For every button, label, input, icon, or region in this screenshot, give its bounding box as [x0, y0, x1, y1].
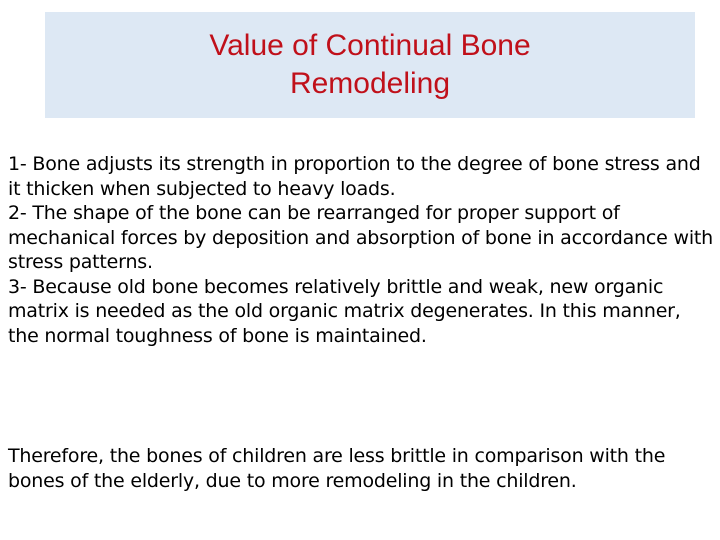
slide-title-line-1: Value of Continual Bone [209, 29, 531, 62]
title-banner [45, 12, 695, 118]
points-list [8, 152, 714, 348]
point-2: 2- The shape of the bone can be rearranged for proper support of mechanical forces by deposition and absorption of bone in accordance with stress patterns. [8, 202, 713, 273]
slide-title-line-2: Remodeling [289, 67, 451, 100]
conclusion-paragraph: Therefore, the bones of children are less brittle in comparison with the bones of the elderly, due to more remodeling in the children. [8, 445, 666, 492]
point-3: 3- Because old bone becomes relatively brittle and weak, new organic matrix is needed as the old organic matrix degenerates. In this manner, the normal toughness of bone is maintained. [8, 275, 681, 347]
point-1: 1- Bone adjusts its strength in proportion to the degree of bone stress and it thicken when subjected to heavy loads. [8, 153, 701, 200]
